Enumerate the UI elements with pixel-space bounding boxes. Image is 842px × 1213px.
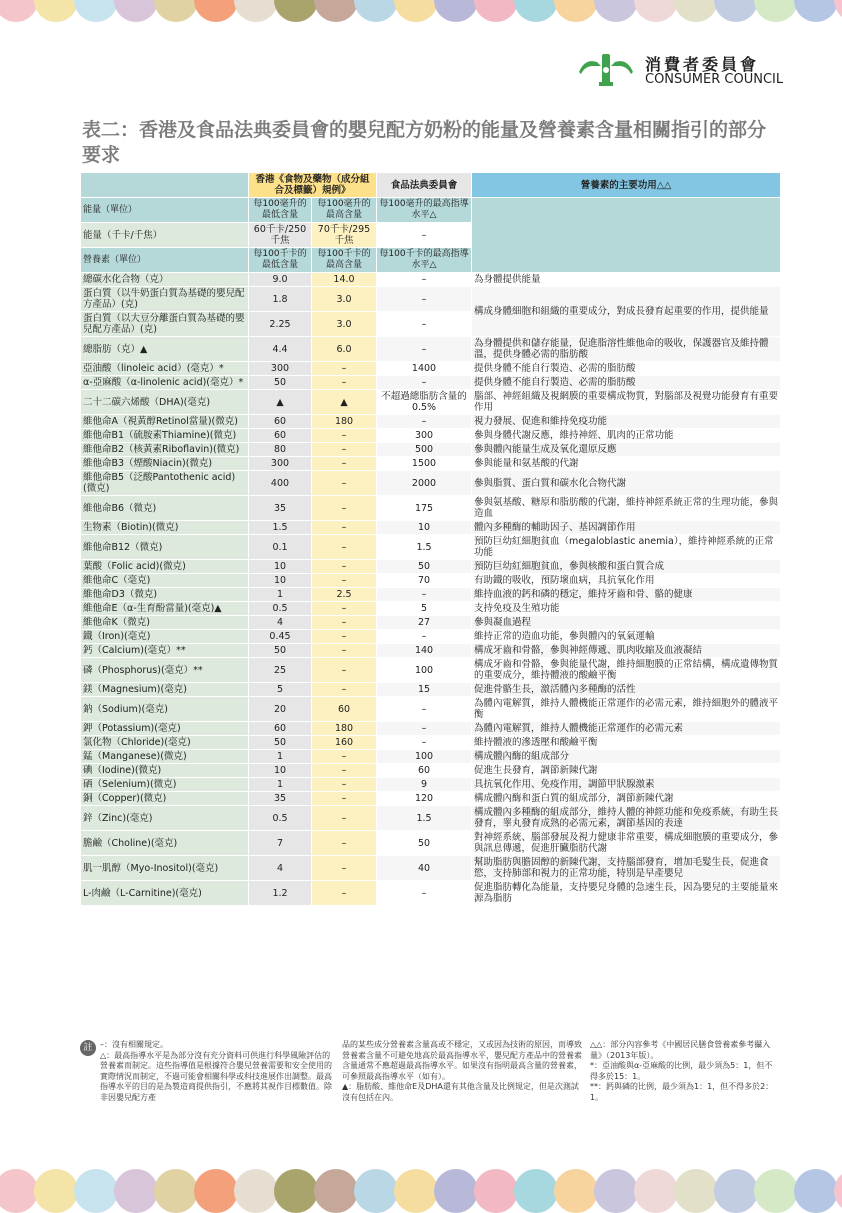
decorative-dot bbox=[74, 1169, 118, 1213]
hk-max: – bbox=[312, 376, 377, 390]
row-name: 鋅（Zinc)(毫克) bbox=[81, 806, 249, 831]
decorative-dot bbox=[554, 1169, 598, 1213]
hk-min: 0.1 bbox=[249, 535, 312, 560]
function-text: 具抗氧化作用、免疫作用，調節甲狀腺激素 bbox=[472, 778, 781, 792]
decorative-dot bbox=[114, 0, 158, 22]
energy-unit-row bbox=[81, 198, 781, 223]
codex-value: 9 bbox=[377, 778, 472, 792]
decorative-dot bbox=[0, 1169, 38, 1213]
function-text: 為體內電解質，維持人體機能正常運作的必需元素 bbox=[472, 722, 781, 736]
row-name: 錳（Manganese)(微克) bbox=[81, 750, 249, 764]
hk-max: 3.0 bbox=[312, 312, 377, 337]
table-row bbox=[81, 616, 781, 630]
decorative-dot bbox=[434, 1169, 478, 1213]
table-row bbox=[81, 273, 781, 287]
top-decorative-dots bbox=[0, 0, 842, 22]
row-name: 肌一肌醇（Myo-Inositol)(毫克) bbox=[81, 856, 249, 881]
hk-max: 6.0 bbox=[312, 337, 377, 362]
notes-column-2: 品的某些成分營養素含量高或不穩定，又或因為技術的原因，而導致營養素含量不可避免地高於最高指導水平，嬰兒配方產品中的營養素含量通常不應超過最高指導水平。如果沒有指明最高含量的營養素，可參照最高指導水平（如有）。 ▲：脂肪酸、維他命E及DHA還有其他含量及比例規定，但是次測試沒有包括在內。 bbox=[342, 1040, 582, 1102]
decorative-dot bbox=[714, 0, 758, 22]
table-row bbox=[81, 496, 781, 521]
logo-english-name: CONSUMER COUNCIL bbox=[645, 72, 784, 87]
codex-value: – bbox=[377, 312, 472, 337]
row-name: 維他命B12（微克) bbox=[81, 535, 249, 560]
decorative-dot bbox=[834, 0, 842, 22]
hk-min: 400 bbox=[249, 471, 312, 496]
table-row bbox=[81, 750, 781, 764]
header-blank bbox=[81, 173, 249, 198]
hk-min: 20 bbox=[249, 697, 312, 722]
table-header-row bbox=[81, 173, 781, 198]
decorative-dot bbox=[794, 0, 838, 22]
hk-max: – bbox=[312, 856, 377, 881]
hk-min: 2.25 bbox=[249, 312, 312, 337]
hk-max: – bbox=[312, 535, 377, 560]
decorative-dot bbox=[394, 1169, 438, 1213]
decorative-dot bbox=[274, 1169, 318, 1213]
notes-column-3: △△：部分內容參考《中國居民膳食營養素參考攝入量》（2013年版）。 *：亞油酸與α-亞麻酸的比例，最少須為5：1，但不得多於15：1。 **：鈣與磷的比例，最少須為1：1，但不得多於2：1。 bbox=[590, 1040, 774, 1102]
hk-min: 10 bbox=[249, 574, 312, 588]
hk-max: – bbox=[312, 521, 377, 535]
codex-value: 1.5 bbox=[377, 535, 472, 560]
hk-min: 35 bbox=[249, 792, 312, 806]
hk-min: 1 bbox=[249, 750, 312, 764]
table-row bbox=[81, 683, 781, 697]
codex-value: 40 bbox=[377, 856, 472, 881]
decorative-dot bbox=[674, 1169, 718, 1213]
codex-value: 60 bbox=[377, 764, 472, 778]
codex-value: 70 bbox=[377, 574, 472, 588]
decorative-dot bbox=[754, 0, 798, 22]
row-name: L-肉鹼（L-Carnitine)(毫克) bbox=[81, 881, 249, 906]
row-name: 葉酸（Folic acid)(微克) bbox=[81, 560, 249, 574]
hk-min: 1 bbox=[249, 588, 312, 602]
decorative-dot bbox=[434, 0, 478, 22]
table-row bbox=[81, 806, 781, 831]
table-row bbox=[81, 376, 781, 390]
table-row bbox=[81, 764, 781, 778]
decorative-dot bbox=[314, 0, 358, 22]
row-name: 維他命A（視黃醇Retinol當量)(微克) bbox=[81, 415, 249, 429]
decorative-dot bbox=[754, 1169, 798, 1213]
function-text: 參與氨基酸、糖原和脂肪酸的代謝，維持神經系統正常的生理功能，參與造血 bbox=[472, 496, 781, 521]
codex-value: 140 bbox=[377, 644, 472, 658]
codex-value: – bbox=[377, 881, 472, 906]
decorative-dot bbox=[194, 0, 238, 22]
decorative-dot bbox=[114, 1169, 158, 1213]
hk-max: – bbox=[312, 831, 377, 856]
row-name: 蛋白質（以大豆分離蛋白質為基礎的嬰兒配方產品）(克) bbox=[81, 312, 249, 337]
decorative-dot bbox=[594, 1169, 638, 1213]
table-row bbox=[81, 457, 781, 471]
table-row bbox=[81, 831, 781, 856]
row-name: 生物素（Biotin)(微克) bbox=[81, 521, 249, 535]
hk-min: 10 bbox=[249, 560, 312, 574]
codex-value: 120 bbox=[377, 792, 472, 806]
hk-min: 300 bbox=[249, 362, 312, 376]
function-text: 腦部、神經組織及視網膜的重要構成物質，對腦部及視覺功能發育有重要作用 bbox=[472, 390, 781, 415]
table-row bbox=[81, 722, 781, 736]
row-name: 能量（單位） bbox=[81, 198, 249, 223]
decorative-dot bbox=[714, 1169, 758, 1213]
table-row bbox=[81, 856, 781, 881]
codex-value: 100 bbox=[377, 658, 472, 683]
function-text: 構成牙齒和骨骼，參與神經傳遞、肌肉收縮及血液凝結 bbox=[472, 644, 781, 658]
hk-max: ▲ bbox=[312, 390, 377, 415]
row-name: 鐵（Iron)(毫克) bbox=[81, 630, 249, 644]
hk-min: 1 bbox=[249, 778, 312, 792]
table-row bbox=[81, 881, 781, 906]
row-name: 膽鹼（Choline)(毫克) bbox=[81, 831, 249, 856]
function-text: 構成體內多種酶的組成部分，維持人體的神經功能和免疫系統，有助生長發育，睾丸發育成熟的必需元素，調節基因的表達 bbox=[472, 806, 781, 831]
row-name: 亞油酸（linoleic acid）(毫克）* bbox=[81, 362, 249, 376]
codex-value: 500 bbox=[377, 443, 472, 457]
hk-min: 4.4 bbox=[249, 337, 312, 362]
row-name: α-亞麻酸（α-linolenic acid)(毫克）* bbox=[81, 376, 249, 390]
bottom-decorative-dots bbox=[0, 1169, 842, 1213]
hk-max: 160 bbox=[312, 736, 377, 750]
table-row bbox=[81, 792, 781, 806]
row-name: 維他命B3（煙酸Niacin)(微克) bbox=[81, 457, 249, 471]
codex-value: – bbox=[377, 697, 472, 722]
header-function: 營養素的主要功用△△ bbox=[472, 173, 781, 198]
hk-max: – bbox=[312, 457, 377, 471]
decorative-dot bbox=[514, 1169, 558, 1213]
function-text: 維持血液的鈣和磷的穩定，維持牙齒和骨、骼的健康 bbox=[472, 588, 781, 602]
codex-value: 50 bbox=[377, 560, 472, 574]
header-codex: 食品法典委員會 bbox=[377, 173, 472, 198]
decorative-dot bbox=[154, 1169, 198, 1213]
row-name: 氯化物（Chloride)(毫克) bbox=[81, 736, 249, 750]
codex-value: 1.5 bbox=[377, 806, 472, 831]
codex-value: 100 bbox=[377, 750, 472, 764]
table-row bbox=[81, 521, 781, 535]
hk-min: 1.8 bbox=[249, 287, 312, 312]
codex-value: 不超過總脂肪含量的0.5% bbox=[377, 390, 472, 415]
decorative-dot bbox=[514, 0, 558, 22]
table-row bbox=[81, 736, 781, 750]
decorative-dot bbox=[0, 0, 38, 22]
codex-value: 10 bbox=[377, 521, 472, 535]
hk-min: 每100毫升的最低含量 bbox=[249, 198, 312, 223]
hk-max: – bbox=[312, 471, 377, 496]
hk-min: 300 bbox=[249, 457, 312, 471]
table-row bbox=[81, 390, 781, 415]
logo-chinese-name: 消費者委員會 bbox=[645, 55, 760, 74]
codex-value: 每100毫升的最高指導水平△ bbox=[377, 198, 472, 223]
hk-max: – bbox=[312, 778, 377, 792]
table-row bbox=[81, 630, 781, 644]
hk-max: 180 bbox=[312, 722, 377, 736]
hk-max: – bbox=[312, 602, 377, 616]
hk-min: ▲ bbox=[249, 390, 312, 415]
table-row bbox=[81, 287, 781, 312]
hk-max: 每100千卡的最高含量 bbox=[312, 248, 377, 273]
row-name: 鉀（Potassium)(毫克) bbox=[81, 722, 249, 736]
hk-max: 3.0 bbox=[312, 287, 377, 312]
function-text: 參與能量和氨基酸的代謝 bbox=[472, 457, 781, 471]
function-text: 體內多種酶的輔助因子、基因調節作用 bbox=[472, 521, 781, 535]
function-text: 促進骨骼生長，激活體內多種酶的活性 bbox=[472, 683, 781, 697]
function-text: 參與體內能量生成及氧化還原反應 bbox=[472, 443, 781, 457]
table-row bbox=[81, 588, 781, 602]
row-name: 銅（Copper)(微克) bbox=[81, 792, 249, 806]
hk-max: – bbox=[312, 658, 377, 683]
hk-min: 0.45 bbox=[249, 630, 312, 644]
table-row bbox=[81, 362, 781, 376]
hk-max: – bbox=[312, 443, 377, 457]
row-name: 鈣（Calcium)(毫克）** bbox=[81, 644, 249, 658]
decorative-dot bbox=[194, 1169, 238, 1213]
hk-max: 60 bbox=[312, 697, 377, 722]
hk-max: 14.0 bbox=[312, 273, 377, 287]
codex-value: – bbox=[377, 588, 472, 602]
codex-value: 15 bbox=[377, 683, 472, 697]
row-name: 維他命B6（微克) bbox=[81, 496, 249, 521]
table-row bbox=[81, 535, 781, 560]
hk-max: – bbox=[312, 574, 377, 588]
header-hk-regulation: 香港《食物及藥物（成分組合及標籤）規例》 bbox=[249, 173, 377, 198]
hk-min: 1.5 bbox=[249, 521, 312, 535]
decorative-dot bbox=[474, 1169, 518, 1213]
function-text: 促進生長發育，調節新陳代謝 bbox=[472, 764, 781, 778]
hk-max: – bbox=[312, 496, 377, 521]
row-name: 蛋白質（以牛奶蛋白質為基礎的嬰兒配方產品）(克) bbox=[81, 287, 249, 312]
codex-value: – bbox=[377, 736, 472, 750]
table-row bbox=[81, 574, 781, 588]
decorative-dot bbox=[634, 1169, 678, 1213]
hk-max: – bbox=[312, 750, 377, 764]
hk-min: 1.2 bbox=[249, 881, 312, 906]
decorative-dot bbox=[274, 0, 318, 22]
codex-value: 175 bbox=[377, 496, 472, 521]
council-emblem-icon bbox=[575, 52, 637, 90]
hk-max: – bbox=[312, 630, 377, 644]
decorative-dot bbox=[594, 0, 638, 22]
hk-min: 60 bbox=[249, 429, 312, 443]
codex-value: 每100千卡的最高指導水平△ bbox=[377, 248, 472, 273]
table-row bbox=[81, 778, 781, 792]
decorative-dot bbox=[354, 0, 398, 22]
hk-max: 70千卡/295千焦 bbox=[312, 223, 377, 248]
hk-min: 10 bbox=[249, 764, 312, 778]
hk-min: 0.5 bbox=[249, 806, 312, 831]
codex-value: – bbox=[377, 630, 472, 644]
row-name: 總脂肪（克）▲ bbox=[81, 337, 249, 362]
decorative-dot bbox=[834, 1169, 842, 1213]
function-text: 為身體提供和儲存能量，促進脂溶性維他命的吸收，保護器官及維持體溫，提供身體必需的脂肪酸 bbox=[472, 337, 781, 362]
row-name: 碘（Iodine)(微克) bbox=[81, 764, 249, 778]
row-name: 能量（千卡/千焦） bbox=[81, 223, 249, 248]
function-text: 構成身體細胞和組織的重要成分，對成長發育起重要的作用，提供能量 bbox=[472, 287, 781, 337]
table-row bbox=[81, 429, 781, 443]
table-row bbox=[81, 560, 781, 574]
decorative-dot bbox=[794, 1169, 838, 1213]
codex-value: – bbox=[377, 273, 472, 287]
function-text: 構成體內酶和蛋白質的組成部分，調節新陳代謝 bbox=[472, 792, 781, 806]
table-row bbox=[81, 644, 781, 658]
hk-max: – bbox=[312, 644, 377, 658]
hk-max: – bbox=[312, 764, 377, 778]
notes-badge: 註 bbox=[80, 1040, 96, 1056]
codex-value: 300 bbox=[377, 429, 472, 443]
hk-min: 35 bbox=[249, 496, 312, 521]
row-name: 鈉（Sodium)(毫克) bbox=[81, 697, 249, 722]
decorative-dot bbox=[34, 1169, 78, 1213]
nutrient-table bbox=[80, 172, 781, 906]
row-name: 二十二碳六烯酸（DHA)(毫克) bbox=[81, 390, 249, 415]
function-text: 維持正常的造血功能，參與體內的氧氣運輸 bbox=[472, 630, 781, 644]
hk-max: – bbox=[312, 429, 377, 443]
row-name: 總碳水化合物（克） bbox=[81, 273, 249, 287]
table-row bbox=[81, 443, 781, 457]
decorative-dot bbox=[234, 0, 278, 22]
decorative-dot bbox=[634, 0, 678, 22]
row-name: 硒（Selenium)(微克) bbox=[81, 778, 249, 792]
table-row bbox=[81, 697, 781, 722]
table-row bbox=[81, 471, 781, 496]
page-title: 表二：香港及食品法典委員會的嬰兒配方奶粉的能量及營養素含量相關指引的部分要求 bbox=[82, 119, 767, 166]
hk-max: – bbox=[312, 881, 377, 906]
function-text: 有助鐵的吸收，預防壞血病，具抗氧化作用 bbox=[472, 574, 781, 588]
decorative-dot bbox=[234, 1169, 278, 1213]
notes-column-1: –：沒有相關規定。 △：最高指導水平是為部分沒有充分資料可供進行科學風險評估的營養素而制定。這些指導值是根據符合嬰兒營養需要和安全使用的實際情況而制定，不過可能會相關科學或科技進展作出調整。最高指導水平的目的是為製造商提供指引，不應將其視作目標數值。除非因嬰兒配方產 bbox=[100, 1040, 332, 1102]
codex-value: 1500 bbox=[377, 457, 472, 471]
row-name: 維他命B5（泛酸Pantothenic acid)(微克) bbox=[81, 471, 249, 496]
hk-min: 每100千卡的最低含量 bbox=[249, 248, 312, 273]
codex-value: – bbox=[377, 415, 472, 429]
function-text: 參與凝血過程 bbox=[472, 616, 781, 630]
hk-min: 7 bbox=[249, 831, 312, 856]
hk-max: – bbox=[312, 683, 377, 697]
decorative-dot bbox=[394, 0, 438, 22]
hk-min: 60 bbox=[249, 415, 312, 429]
function-text: 為身體提供能量 bbox=[472, 273, 781, 287]
decorative-dot bbox=[34, 0, 78, 22]
hk-max: – bbox=[312, 806, 377, 831]
codex-value: 1400 bbox=[377, 362, 472, 376]
row-name: 維他命B1（硫胺素Thiamine)(微克) bbox=[81, 429, 249, 443]
hk-max: 180 bbox=[312, 415, 377, 429]
function-text: 促進脂肪轉化為能量，支持嬰兒身體的急速生長，因為嬰兒的主要能量來源為脂肪 bbox=[472, 881, 781, 906]
hk-min: 5 bbox=[249, 683, 312, 697]
function-text: 視力發展、促進和維持免疫功能 bbox=[472, 415, 781, 429]
function-text: 預防巨幼紅細胞貧血，參與核酸和蛋白質合成 bbox=[472, 560, 781, 574]
function-blank bbox=[472, 198, 781, 273]
row-name: 維他命C（毫克) bbox=[81, 574, 249, 588]
function-text: 幫助脂肪與膽固醇的新陳代謝，支持腦部發育，增加毛髮生長，促進食慾，支持肺部和視力的正常功能，特別是早產嬰兒 bbox=[472, 856, 781, 881]
hk-max: 每100毫升的最高含量 bbox=[312, 198, 377, 223]
decorative-dot bbox=[154, 0, 198, 22]
function-text: 為體內電解質，維持人體機能正常運作的必需元素，維持細胞外的體液平衡 bbox=[472, 697, 781, 722]
hk-max: – bbox=[312, 616, 377, 630]
codex-value: – bbox=[377, 337, 472, 362]
function-text: 參與身體代謝反應，維持神經、肌肉的正常功能 bbox=[472, 429, 781, 443]
consumer-council-logo bbox=[575, 50, 805, 94]
codex-value: 50 bbox=[377, 831, 472, 856]
hk-min: 50 bbox=[249, 736, 312, 750]
row-name: 維他命B2（核黃素Riboflavin)(微克) bbox=[81, 443, 249, 457]
codex-value: – bbox=[377, 376, 472, 390]
function-text: 提供身體不能自行製造、必需的脂肪酸 bbox=[472, 362, 781, 376]
function-text: 支持免疫及生殖功能 bbox=[472, 602, 781, 616]
row-name: 維他命E（α-生育酚當量)(毫克)▲ bbox=[81, 602, 249, 616]
table-row bbox=[81, 337, 781, 362]
table-row bbox=[81, 602, 781, 616]
row-name: 鎂（Magnesium)(毫克) bbox=[81, 683, 249, 697]
codex-value: – bbox=[377, 287, 472, 312]
hk-min: 50 bbox=[249, 644, 312, 658]
hk-max: – bbox=[312, 792, 377, 806]
codex-value: 2000 bbox=[377, 471, 472, 496]
function-text: 構成體內酶的組成部分 bbox=[472, 750, 781, 764]
hk-max: – bbox=[312, 560, 377, 574]
function-text: 對神經系統、腦部發展及視力健康非常重要，構成細胞膜的重要成分，參與訊息傳遞，促進肝臟脂肪代謝 bbox=[472, 831, 781, 856]
function-text: 預防巨幼紅細胞貧血（megaloblastic anemia），維持神經系統的正常功能 bbox=[472, 535, 781, 560]
decorative-dot bbox=[74, 0, 118, 22]
codex-value: 27 bbox=[377, 616, 472, 630]
row-name: 磷（Phosphorus)(毫克）** bbox=[81, 658, 249, 683]
footnotes bbox=[80, 1040, 780, 1150]
table-row bbox=[81, 658, 781, 683]
hk-max: 2.5 bbox=[312, 588, 377, 602]
hk-min: 60 bbox=[249, 722, 312, 736]
row-name: 維他命K（微克) bbox=[81, 616, 249, 630]
decorative-dot bbox=[674, 0, 718, 22]
function-text: 構成牙齒和骨骼，參與能量代謝，維持細胞膜的正常結構，構成遺傳物質的重要成分，維持體液的酸鹼平衡 bbox=[472, 658, 781, 683]
codex-value: – bbox=[377, 722, 472, 736]
hk-min: 60千卡/250千焦 bbox=[249, 223, 312, 248]
decorative-dot bbox=[354, 1169, 398, 1213]
hk-min: 9.0 bbox=[249, 273, 312, 287]
function-text: 提供身體不能自行製造、必需的脂肪酸 bbox=[472, 376, 781, 390]
row-name: 維他命D3（微克) bbox=[81, 588, 249, 602]
function-text: 維持體液的滲透壓和酸鹼平衡 bbox=[472, 736, 781, 750]
decorative-dot bbox=[314, 1169, 358, 1213]
hk-min: 50 bbox=[249, 376, 312, 390]
decorative-dot bbox=[474, 0, 518, 22]
hk-min: 4 bbox=[249, 616, 312, 630]
hk-min: 0.5 bbox=[249, 602, 312, 616]
row-name: 營養素（單位） bbox=[81, 248, 249, 273]
table-row bbox=[81, 415, 781, 429]
decorative-dot bbox=[554, 0, 598, 22]
hk-min: 4 bbox=[249, 856, 312, 881]
hk-min: 80 bbox=[249, 443, 312, 457]
hk-min: 25 bbox=[249, 658, 312, 683]
function-text: 參與脂質、蛋白質和碳水化合物代謝 bbox=[472, 471, 781, 496]
codex-value: 5 bbox=[377, 602, 472, 616]
hk-max: – bbox=[312, 362, 377, 376]
codex-value: – bbox=[377, 223, 472, 248]
